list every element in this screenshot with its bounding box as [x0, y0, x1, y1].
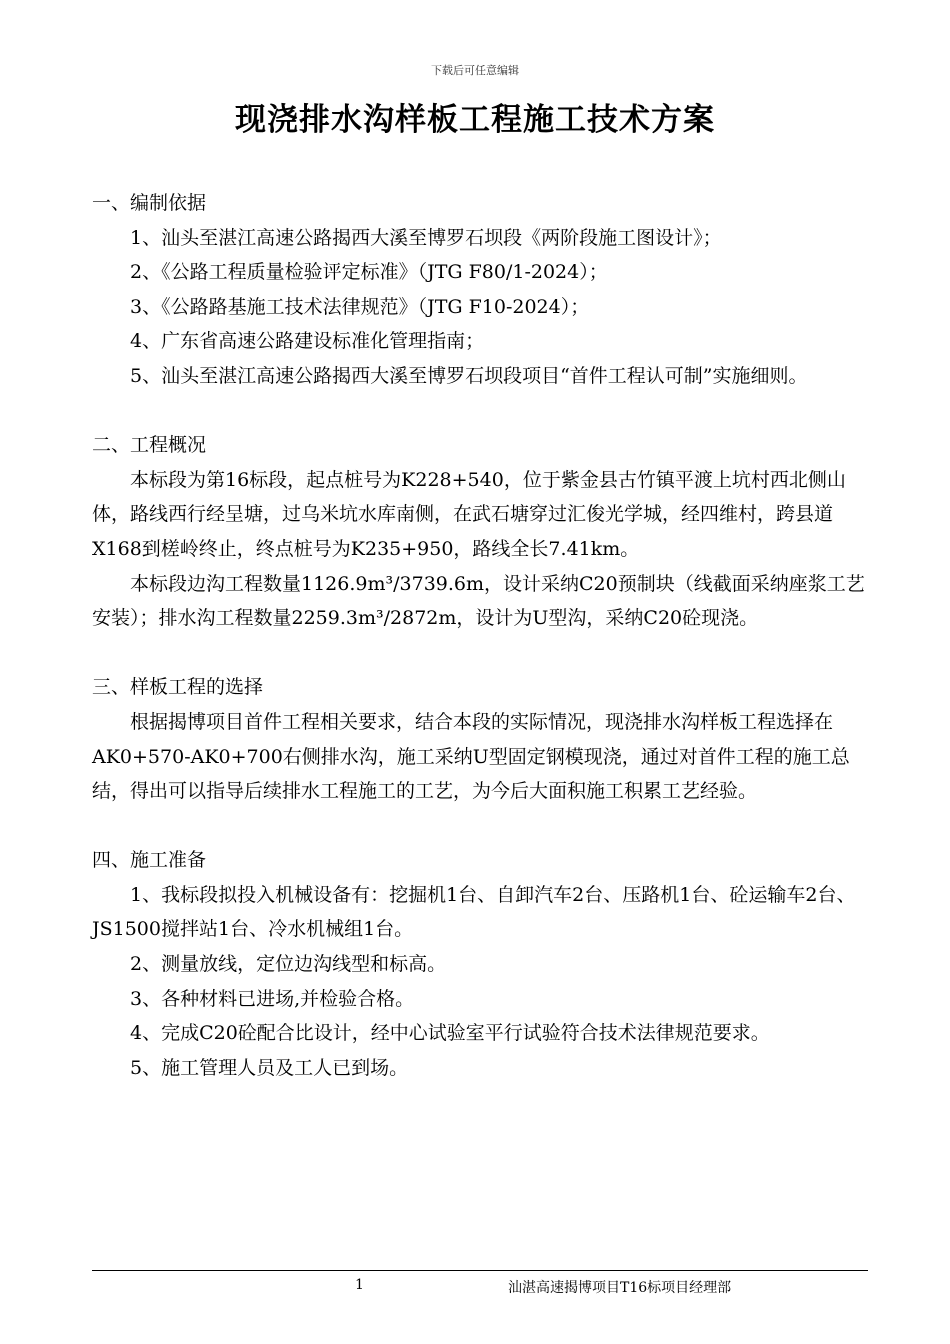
section-overview — [92, 428, 872, 636]
paragraph: 本标段为第16标段，起点桩号为K228+540，位于紫金县古竹镇平渡上坑村西北侧山体，路线西行经呈塘，过乌米坑水库南侧，在武石塘穿过汇俊光学城，经四维村，跨县道X168到槎岭终止，终点桩号为K235+950，路线全长7.41km。 — [92, 468, 846, 560]
page-number: 1 — [355, 1277, 364, 1293]
paragraph: 5、汕头至湛江高速公路揭西大溪至博罗石坝段项目“首件工程认可制”实施细则。 — [130, 364, 808, 387]
section-preparation — [92, 843, 872, 1085]
paragraph: 根据揭博项目首件工程相关要求，结合本段的实际情况，现浇排水沟样板工程选择在AK0+570-AK0+700右侧排水沟，施工采纳U型固定钢模现浇，通过对首件工程的施工总结，得出可以指导后续排水工程施工的工艺，为今后大面积施工积累工艺经验。 — [92, 710, 850, 803]
section-heading: 二、工程概况 — [92, 434, 207, 457]
section-heading: 一、编制依据 — [92, 192, 207, 214]
section-heading: 三、样板工程的选择 — [92, 676, 264, 699]
section-heading: 四、施工准备 — [92, 849, 207, 872]
paragraph: 3、《公路路基施工技术法律规范》（JTG F10-2024）； — [130, 295, 590, 318]
document-body — [92, 186, 872, 1085]
section-spacer — [92, 636, 872, 671]
paragraph: 2、测量放线，定位边沟线型和标高。 — [130, 953, 447, 976]
section-sample-selection — [92, 670, 872, 808]
document-title: 现浇排水沟样板工程施工技术方案 — [235, 102, 715, 138]
paragraph: 本标段边沟工程数量1126.9m³/3739.6m，设计采纳C20预制块（线截面采纳座浆工艺安装）；排水沟工程数量2259.3m³/2872m，设计为U型沟，采纳C20砼现浇。 — [92, 572, 865, 630]
paragraph: 5、施工管理人员及工人已到场。 — [130, 1056, 409, 1079]
section-spacer — [92, 394, 872, 429]
footer-organization: 汕湛高速揭博项目T16标项目经理部 — [508, 1280, 732, 1296]
paragraph: 4、完成C20砼配合比设计，经中心试验室平行试验符合技术法律规范要求。 — [130, 1022, 770, 1045]
header-note: 下载后可任意编辑 — [431, 64, 519, 77]
paragraph: 1、我标段拟投入机械设备有：挖掘机1台、自卸汽车2台、压路机1台、砼运输车2台、JS1500搅拌站1台、冷水机械组1台。 — [92, 883, 856, 941]
footer-divider — [92, 1270, 868, 1271]
paragraph: 1、汕头至湛江高速公路揭西大溪至博罗石坝段《两阶段施工图设计》； — [130, 226, 722, 249]
section-basis — [92, 186, 872, 394]
section-spacer — [92, 809, 872, 844]
paragraph: 4、广东省高速公路建设标准化管理指南； — [130, 330, 485, 353]
paragraph: 3、各种材料已进场,并检验合格。 — [130, 987, 415, 1010]
paragraph: 2、《公路工程质量检验评定标准》（JTG F80/1-2024）； — [130, 261, 608, 284]
